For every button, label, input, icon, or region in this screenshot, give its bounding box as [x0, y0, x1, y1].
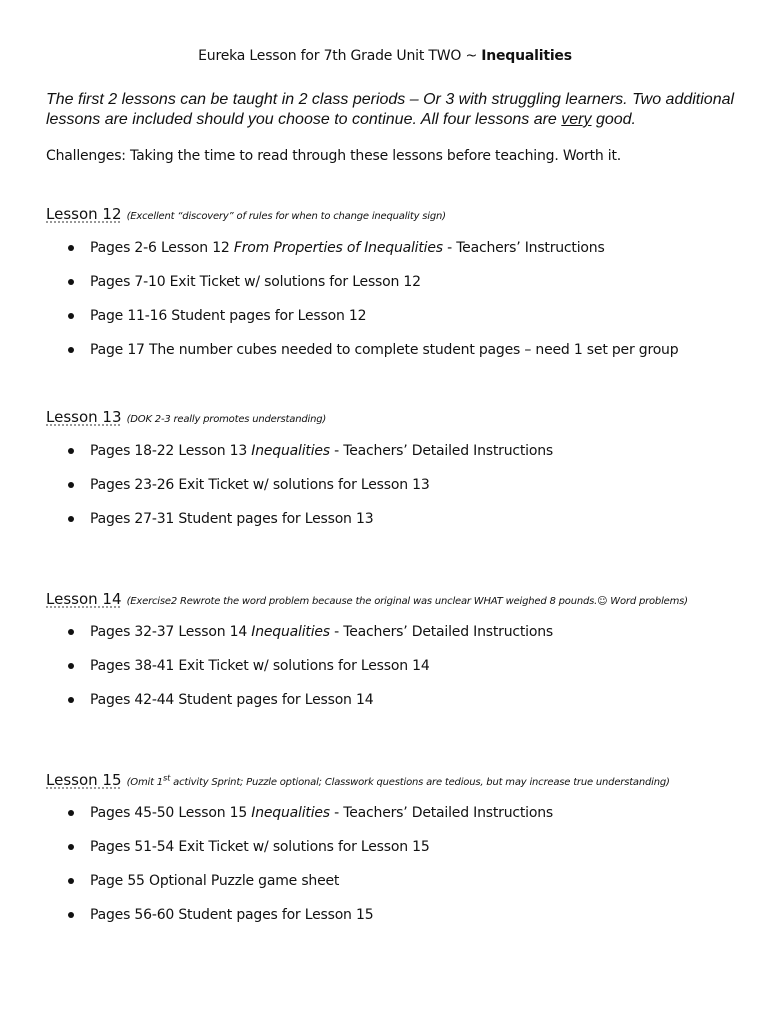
item-text: Page 55 Optional Puzzle game sheet [90, 873, 340, 889]
item-text: Page 17 The number cubes needed to complete student pages – need 1 set per group [90, 342, 679, 358]
list-item [66, 905, 553, 939]
list-item [66, 871, 553, 905]
list-item [66, 803, 553, 837]
lesson-12-list [66, 238, 678, 374]
list-item [66, 306, 678, 340]
list-item [66, 340, 678, 374]
item-italic-text: Inequalities [251, 443, 330, 459]
page-title [0, 48, 770, 64]
list-item [66, 475, 553, 509]
item-text: Pages 18-22 Lesson 13 [90, 443, 252, 459]
lesson-note: (Excellent “discovery” of rules for when to change inequality sign) [126, 211, 446, 222]
list-item [66, 272, 678, 306]
item-italic-text: Inequalities [251, 624, 330, 640]
item-text: Pages 23-26 Exit Ticket w/ solutions for Lesson 13 [90, 477, 430, 493]
lesson-name: Lesson 12 [46, 205, 122, 223]
lesson-name: Lesson 13 [46, 408, 122, 426]
intro-ending: good. [591, 111, 636, 128]
list-item [66, 690, 553, 724]
lesson-14-list [66, 622, 553, 724]
title-prefix: Eureka Lesson for 7th Grade Unit TWO ~ [198, 48, 482, 64]
list-item [66, 622, 553, 656]
note-text-end: activity Sprint; Puzzle optional; Classwork questions are tedious, but may increase true understanding) [170, 777, 670, 788]
item-text: Pages 45-50 Lesson 15 [90, 805, 252, 821]
lesson-note: (Exercise2 Rewrote the word problem because the original was unclear WHAT weighed 8 pounds.☺ Word problems) [126, 596, 688, 607]
item-italic-text: Inequalities [251, 805, 330, 821]
lesson-note [126, 772, 670, 788]
lesson-14-heading [46, 589, 688, 608]
item-text-end: - Teachers’ Detailed Instructions [329, 443, 553, 459]
title-topic: Inequalities [481, 48, 572, 64]
list-item [66, 509, 553, 543]
lesson-13-list [66, 441, 553, 543]
lesson-name: Lesson 14 [46, 590, 122, 608]
lesson-name: Lesson 15 [46, 771, 122, 789]
intro-paragraph [46, 90, 746, 130]
intro-text: The first 2 lessons can be taught in 2 class periods – Or 3 with struggling learners. Two additional lessons are included should you choose to continue. All four lessons are [46, 91, 735, 128]
item-text-end: - Teachers’ Detailed Instructions [329, 805, 553, 821]
lesson-12-heading [46, 204, 446, 223]
item-text-end: - Teachers’ Instructions [442, 240, 605, 256]
lesson-13-heading [46, 407, 326, 426]
list-item [66, 238, 678, 272]
item-text: Pages 38-41 Exit Ticket w/ solutions for Lesson 14 [90, 658, 430, 674]
intro-emphasis: very [561, 111, 592, 128]
lesson-note: (DOK 2-3 really promotes understanding) [126, 414, 327, 425]
item-text: Pages 2-6 Lesson 12 [90, 240, 234, 256]
item-text-end: - Teachers’ Detailed Instructions [329, 624, 553, 640]
note-text: (Omit 1 [126, 777, 163, 788]
item-italic-text: From Properties of Inequalities [233, 240, 443, 256]
list-item [66, 837, 553, 871]
item-text: Pages 51-54 Exit Ticket w/ solutions for Lesson 15 [90, 839, 430, 855]
lesson-15-list [66, 803, 553, 939]
lesson-15-heading [46, 770, 670, 789]
item-text: Page 11-16 Student pages for Lesson 12 [90, 308, 367, 324]
challenges-line: Challenges: Taking the time to read through these lessons before teaching. Worth it. [46, 148, 622, 164]
item-text: Pages 56-60 Student pages for Lesson 15 [90, 907, 374, 923]
item-text: Pages 32-37 Lesson 14 [90, 624, 252, 640]
note-superscript: st [162, 772, 171, 783]
list-item [66, 656, 553, 690]
item-text: Pages 27-31 Student pages for Lesson 13 [90, 511, 374, 527]
item-text: Pages 42-44 Student pages for Lesson 14 [90, 692, 374, 708]
list-item [66, 441, 553, 475]
item-text: Pages 7-10 Exit Ticket w/ solutions for Lesson 12 [90, 274, 421, 290]
